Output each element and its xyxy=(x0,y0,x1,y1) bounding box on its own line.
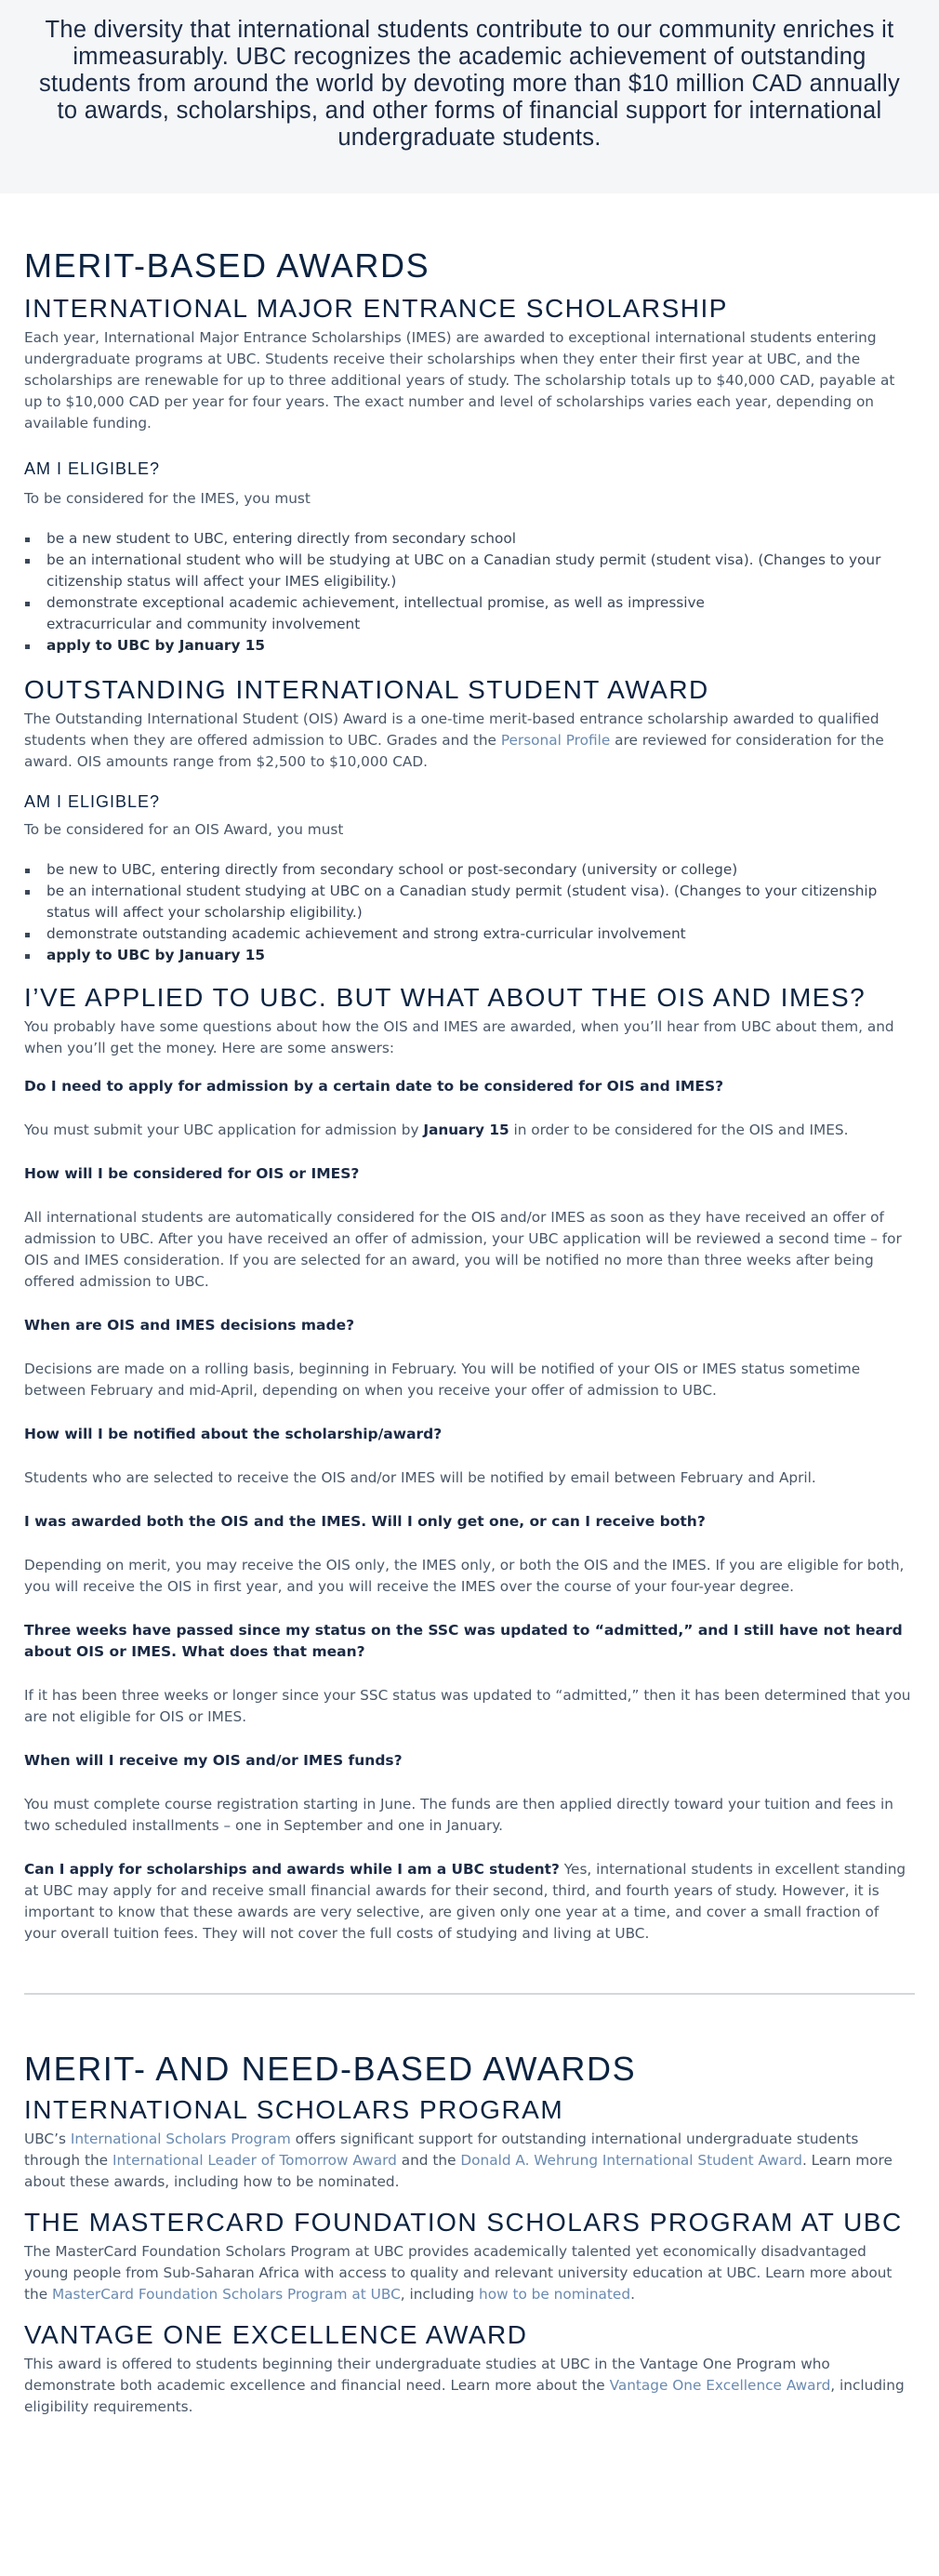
faq-heading: I’VE APPLIED TO UBC. BUT WHAT ABOUT THE OIS AND IMES? xyxy=(24,983,866,1012)
vantage-one-award-link[interactable]: Vantage One Excellence Award xyxy=(609,2377,831,2394)
answer-date: January 15 xyxy=(423,1122,509,1138)
faq-question: How will I be notified about the scholarship/award? xyxy=(24,1426,443,1442)
vantage-text: This award is offered to students beginning their undergraduate studies at UBC in the Vantage One Program who demonstrate both academic excellence and financial need. Learn more about the xyxy=(24,2356,830,2394)
list-item: demonstrate exceptional academic achievement, intellectual promise, as well as impressive extracurricular and community involvement xyxy=(46,592,915,635)
faq-answer-inline xyxy=(24,1859,915,1945)
faq-question: I was awarded both the OIS and the IMES. Will I only get one, or can I receive both? xyxy=(24,1513,706,1530)
faq-answer: Students who are selected to receive the OIS and/or IMES will be notified by email between February and April. xyxy=(24,1469,816,1486)
list-item: demonstrate outstanding academic achievement and strong extra-curricular involvement xyxy=(46,923,915,945)
main-content xyxy=(0,193,939,1945)
isp-text: UBC’s xyxy=(24,2131,71,2147)
faq-question: When will I receive my OIS and/or IMES funds? xyxy=(24,1752,403,1769)
intro-text: The diversity that international students contribute to our community enriches it immeasurably. UBC recognizes the academic achievement of outstanding students from around the world by devoting more than $10 million CAD annually to awards, scholarships, and other forms of financial support for international undergraduate students. xyxy=(38,17,900,151)
faq-answer: Decisions are made on a rolling basis, beginning in February. You will be notified of your OIS or IMES status sometime between February and mid-April, depending on when you receive your offer of admission to UBC. xyxy=(24,1361,861,1399)
answer-text: Yes, international students in excellent standing at UBC may apply for and receive small financial awards for their second, third, and fourth years of study. However, it is important to know that these awards are very selective, are given only one year at a time, and cover a small fraction of your overall tuition fees. They will not cover the full costs of studying and living at UBC. xyxy=(24,1861,906,1942)
how-to-be-nominated-link[interactable]: how to be nominated xyxy=(479,2286,631,2303)
faq-question: Can I apply for scholarships and awards while I am a UBC student? xyxy=(24,1861,560,1878)
faq-question: How will I be considered for OIS or IMES? xyxy=(24,1165,360,1182)
mastercard-text: The MasterCard Foundation Scholars Program at UBC provides academically talented yet economically disadvantaged young people from Sub-Saharan Africa with access to quality and relevant university education at UBC. Learn more about the xyxy=(24,2243,893,2303)
mastercard-program-link[interactable]: MasterCard Foundation Scholars Program at UBC xyxy=(51,2286,401,2303)
mastercard-text: , including xyxy=(400,2286,480,2303)
merit-heading: MERIT-BASED AWARDS xyxy=(24,246,430,285)
isp-text: . Learn more about these awards, including how to be nominated. xyxy=(24,2152,893,2190)
answer-text: You must submit your UBC application for admission by xyxy=(24,1122,424,1138)
faq-answer: You must complete course registration starting in June. The funds are then applied directly toward your tuition and fees in two scheduled installments – one in September and one in January. xyxy=(24,1796,893,1834)
faq-answer: Depending on merit, you may receive the OIS only, the IMES only, or both the OIS and the IMES. If you are eligible for both, you will receive the OIS in first year, and you will receive the IMES over the course of your four-year degree. xyxy=(24,1557,905,1595)
isp-text: and the xyxy=(396,2152,461,2169)
list-item: be an international student studying at UBC on a Canadian study permit (student visa). (Changes to your citizenship status will affect your scholarship eligibility.) xyxy=(46,881,915,923)
list-item: be an international student who will be studying at UBC on a Canadian study permit (student visa). (Changes to your citizenship status will affect your IMES eligibility.) xyxy=(46,550,915,592)
list-item: apply to UBC by January 15 xyxy=(46,635,915,657)
faq-answer: If it has been three weeks or longer since your SSC status was updated to “admitted,” then it has been determined that you are not eligible for OIS or IMES. xyxy=(24,1687,911,1725)
ois-description xyxy=(24,709,915,773)
imes-eligible-intro: To be considered for the IMES, you must xyxy=(24,490,311,507)
intro-banner xyxy=(0,0,939,193)
imes-criteria-list xyxy=(24,528,915,657)
faq-intro: You probably have some questions about how the OIS and IMES are awarded, when you’ll hear from UBC about them, and when you’ll get the money. Here are some answers: xyxy=(24,1018,894,1056)
list-item: apply to UBC by January 15 xyxy=(46,945,915,966)
answer-text-end: in order to be considered for the OIS and IMES. xyxy=(509,1122,849,1138)
leader-of-tomorrow-link[interactable]: International Leader of Tomorrow Award xyxy=(112,2152,397,2169)
ois-heading: OUTSTANDING INTERNATIONAL STUDENT AWARD xyxy=(24,675,709,704)
faq-question: Three weeks have passed since my status on the SSC was updated to “admitted,” and I still have not heard about OIS or IMES. What does that mean? xyxy=(24,1622,903,1660)
mastercard-description xyxy=(24,2241,915,2305)
faq-question: When are OIS and IMES decisions made? xyxy=(24,1317,355,1334)
ois-eligible-intro: To be considered for an OIS Award, you must xyxy=(24,821,344,838)
isp-description xyxy=(24,2129,915,2193)
mastercard-text: . xyxy=(630,2286,635,2303)
need-heading: MERIT- AND NEED-BASED AWARDS xyxy=(24,2050,637,2088)
vantage-heading: VANTAGE ONE EXCELLENCE AWARD xyxy=(24,2320,528,2349)
list-item: be a new student to UBC, entering directly from secondary school xyxy=(46,528,915,550)
isp-text: offers significant support for outstanding international undergraduate students through the xyxy=(24,2131,859,2169)
faq-answer xyxy=(24,1120,915,1141)
ois-eligible-heading: AM I ELIGIBLE? xyxy=(24,792,161,811)
isp-heading: INTERNATIONAL SCHOLARS PROGRAM xyxy=(24,2095,564,2124)
wehrung-award-link[interactable]: Donald A. Wehrung International Student Award xyxy=(460,2152,802,2169)
personal-profile-link[interactable]: Personal Profile xyxy=(500,732,611,749)
imes-description: Each year, International Major Entrance Scholarships (IMES) are awarded to exceptional international students entering undergraduate programs at UBC. Students receive their scholarships when they enter their first year at UBC, and the scholarships are renewable for up to three additional years of study. The scholarship totals up to $40,000 CAD, payable at up to $10,000 CAD per year for four years. The exact number and level of scholarships varies each year, depending on available funding. xyxy=(24,329,895,432)
vantage-description xyxy=(24,2354,915,2418)
faq-question: Do I need to apply for admission by a certain date to be considered for OIS and IMES? xyxy=(24,1078,724,1095)
ois-desc-text-end: are reviewed for consideration for the award. OIS amounts range from $2,500 to $10,000 CAD. xyxy=(24,732,884,770)
faq-answer: All international students are automatically considered for the OIS and/or IMES as soon as they have received an offer of admission to UBC. After you have received an offer of admission, your UBC application will be reviewed a second time – for OIS and IMES consideration. If you are selected for an award, you will be notified no more than three weeks after being offered admission to UBC. xyxy=(24,1209,902,1290)
mastercard-heading: THE MASTERCARD FOUNDATION SCHOLARS PROGRAM AT UBC xyxy=(24,2208,903,2237)
ois-desc-text: The Outstanding International Student (OIS) Award is a one-time merit-based entrance scholarship awarded to qualified students when they are offered admission to UBC. Grades and the xyxy=(24,710,879,749)
vantage-text: , including eligibility requirements. xyxy=(24,2377,905,2415)
ois-criteria-list xyxy=(24,859,915,966)
imes-heading: INTERNATIONAL MAJOR ENTRANCE SCHOLARSHIP xyxy=(24,294,728,323)
list-item: be new to UBC, entering directly from secondary school or post-secondary (university or college) xyxy=(46,859,915,881)
international-scholars-link[interactable]: International Scholars Program xyxy=(70,2131,291,2147)
imes-eligible-heading: AM I ELIGIBLE? xyxy=(24,459,161,478)
need-content xyxy=(0,1995,939,2418)
